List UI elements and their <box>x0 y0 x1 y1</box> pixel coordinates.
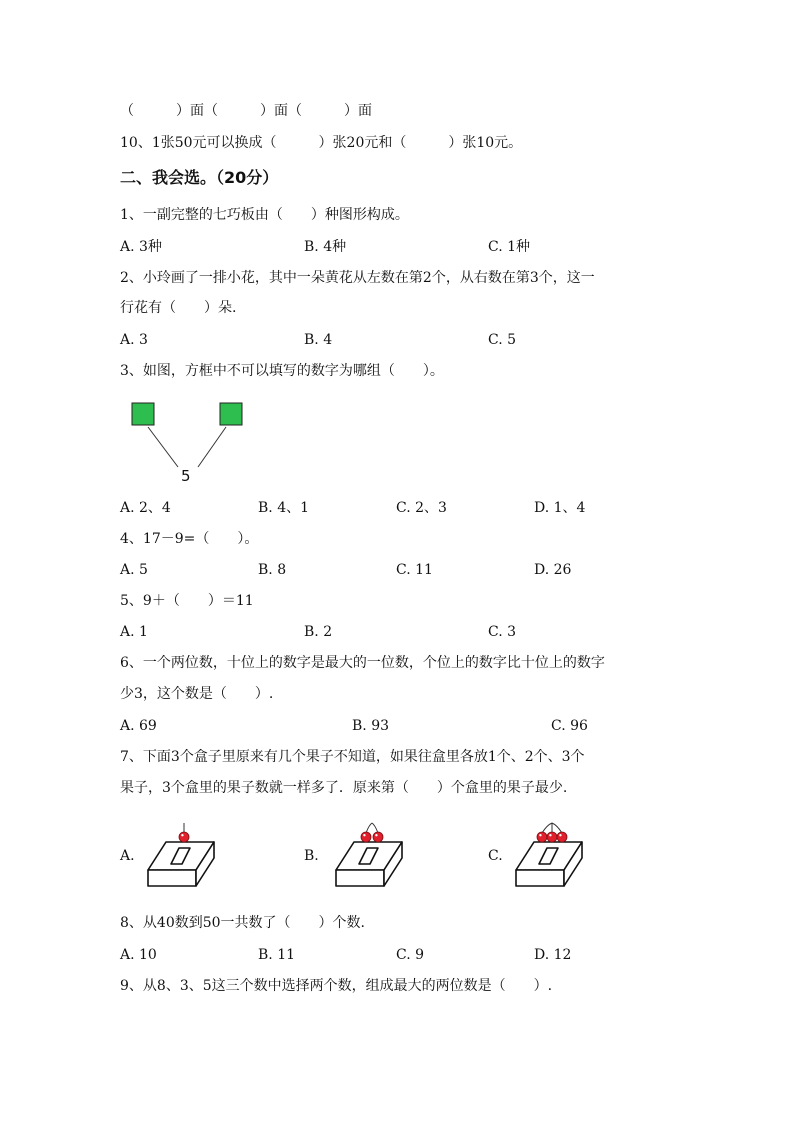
cherry-highlight <box>363 834 365 836</box>
q7-option-c: C. <box>488 848 503 864</box>
question-2-line-2: 行花有（ ）朵. <box>120 300 237 316</box>
question-6-line-2: 少3，这个数是（ ）. <box>120 686 274 702</box>
cherry-highlight <box>375 834 377 836</box>
q3-option-c: C. 2、3 <box>396 500 447 516</box>
right-split-line <box>198 427 226 467</box>
q1-option-c: C. 1种 <box>488 239 531 255</box>
q4-option-a: A. 5 <box>120 562 148 578</box>
q8-option-a: A. 10 <box>120 947 157 963</box>
section-2-title: 二、我会选。（20分） <box>120 168 279 187</box>
q3-option-b: B. 4、1 <box>258 500 310 516</box>
question-9: 9、从8、3、5这三个数中选择两个数，组成最大的两位数是（ ）. <box>120 978 553 994</box>
cherry-stem <box>552 823 562 833</box>
left-blank-square <box>132 403 154 425</box>
question-8: 8、从40数到50一共数了（ ）个数. <box>120 915 365 931</box>
q6-option-b: B. 93 <box>352 718 390 734</box>
box-front-face <box>516 870 564 886</box>
cherry-highlight <box>181 834 183 836</box>
q6-option-a: A. 69 <box>120 718 157 734</box>
cherry-highlight <box>549 834 551 836</box>
q8-option-b: B. 11 <box>258 947 296 963</box>
q8-option-d: D. 12 <box>534 947 572 963</box>
question-3: 3、如图，方框中不可以填写的数字为哪组（ ）。 <box>120 363 444 379</box>
box-with-one-cherry <box>146 818 226 890</box>
box-with-three-cherries <box>514 818 594 890</box>
cherry-highlight <box>559 834 561 836</box>
question-10: 10、1张50元可以换成（ ）张20元和（ ）张10元。 <box>120 135 523 151</box>
q5-option-b: B. 2 <box>304 624 333 640</box>
q2-option-c: C. 5 <box>488 332 517 348</box>
q7-option-a: A. <box>120 848 135 864</box>
q2-option-a: A. 3 <box>120 332 148 348</box>
cherry-highlight <box>539 834 541 836</box>
box-front-face <box>336 870 384 886</box>
question-2-line-1: 2、小玲画了一排小花，其中一朵黄花从左数在第2个，从右数在第3个，这一 <box>120 270 595 286</box>
q6-option-c: C. 96 <box>551 718 588 734</box>
q4-option-c: C. 11 <box>396 562 433 578</box>
left-split-line <box>148 427 178 467</box>
cherry <box>537 832 547 842</box>
cherry <box>361 832 371 842</box>
question-7-line-2: 果子，3个盒里的果子数就一样多了．原来第（ ）个盒里的果子最少. <box>120 780 568 796</box>
question-6-line-1: 6、一个两位数，十位上的数字是最大的一位数，个位上的数字比十位上的数字 <box>120 655 605 671</box>
cherry-stem <box>366 823 372 833</box>
question-5: 5、9＋（ ）＝11 <box>120 593 254 609</box>
q7-option-b: B. <box>304 848 319 864</box>
box-front-face <box>148 870 196 886</box>
cherry <box>373 832 383 842</box>
q5-option-a: A. 1 <box>120 624 148 640</box>
q4-option-b: B. 8 <box>258 562 287 578</box>
cherry <box>179 832 189 842</box>
right-blank-square <box>220 403 242 425</box>
q5-option-c: C. 3 <box>488 624 517 640</box>
fill-blank-faces-line: （ ）面（ ）面（ ）面 <box>120 103 372 119</box>
cherry <box>557 832 567 842</box>
q1-option-b: B. 4种 <box>304 239 347 255</box>
q3-option-d: D. 1、4 <box>534 500 586 516</box>
cherry-stem <box>542 823 552 833</box>
question-4: 4、17－9=（ ）。 <box>120 531 259 547</box>
q2-option-b: B. 4 <box>304 332 333 348</box>
cherry-stem <box>372 823 378 833</box>
q4-option-d: D. 26 <box>534 562 572 578</box>
question-1: 1、一副完整的七巧板由（ ）种图形构成。 <box>120 207 409 223</box>
q1-option-a: A. 3种 <box>120 239 162 255</box>
cherry <box>547 832 557 842</box>
question-7-line-1: 7、下面3个盒子里原来有几个果子不知道，如果往盒里各放1个、2个、3个 <box>120 749 585 765</box>
box-with-two-cherries <box>334 818 414 890</box>
q8-option-c: C. 9 <box>396 947 425 963</box>
q3-option-a: A. 2、4 <box>120 500 171 516</box>
figure-total-number: 5 <box>181 467 191 485</box>
